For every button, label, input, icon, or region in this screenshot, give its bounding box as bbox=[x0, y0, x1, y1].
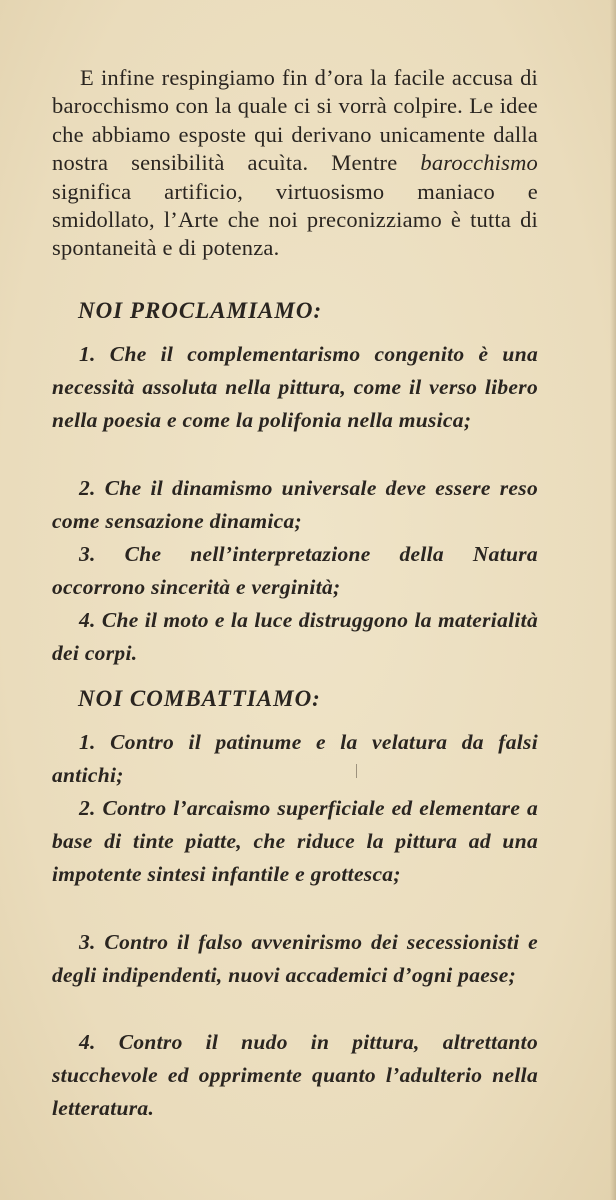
page-edge-shadow bbox=[610, 0, 616, 1200]
intro-text-end: significa artificio, virtuosismo maniaco e smidollato, l’Arte che noi preconizziamo è tutta di spontaneità e di potenza. bbox=[52, 178, 538, 261]
proclaim-item-4: 4. Che il moto e la luce distruggono la materialità dei corpi. bbox=[52, 608, 538, 666]
stray-ink-mark bbox=[356, 764, 357, 778]
combat-item-3: 3. Contro il falso avvenirismo dei secessionisti e degli indipendenti, nuovi accademici d’ogni paese; bbox=[52, 930, 538, 988]
combat-item-2: 2. Contro l’arcaismo superficiale ed elementare a base di tinte piatte, che riduce la pittura ad una impotente sintesi infantile e grottesca; bbox=[52, 796, 538, 887]
combat-item-1: 1. Contro il patinume e la velatura da falsi antichi; bbox=[52, 730, 538, 788]
combat-item-4: 4. Contro il nudo in pittura, altrettanto stucchevole ed opprimente quanto l’adulterio nella letteratura. bbox=[52, 1030, 538, 1121]
intro-emphasis: barocchismo bbox=[420, 150, 538, 176]
intro-text-start: E infine respingiamo fin d’ora la facile accusa di barocchismo con la quale ci si vorrà colpire. Le idee che abbiamo esposte qui derivano unicamente dalla nostra sensibilità acuìta. Mentre bbox=[52, 65, 538, 176]
proclaim-item-2: 2. Che il dinamismo universale deve essere reso come sensazione dinamica; bbox=[52, 476, 538, 534]
intro-paragraph bbox=[52, 64, 538, 263]
proclaim-item-3: 3. Che nell’interpretazione della Natura occorrono sincerità e verginità; bbox=[52, 542, 538, 600]
proclaim-item-1: 1. Che il complementarismo congenito è una necessità assoluta nella pittura, come il verso libero nella poesia e come la polifonia nella musica; bbox=[52, 342, 538, 433]
proclaim-heading: NOI PROCLAMIAMO: bbox=[78, 298, 323, 323]
combat-heading: NOI COMBATTIAMO: bbox=[78, 686, 321, 711]
